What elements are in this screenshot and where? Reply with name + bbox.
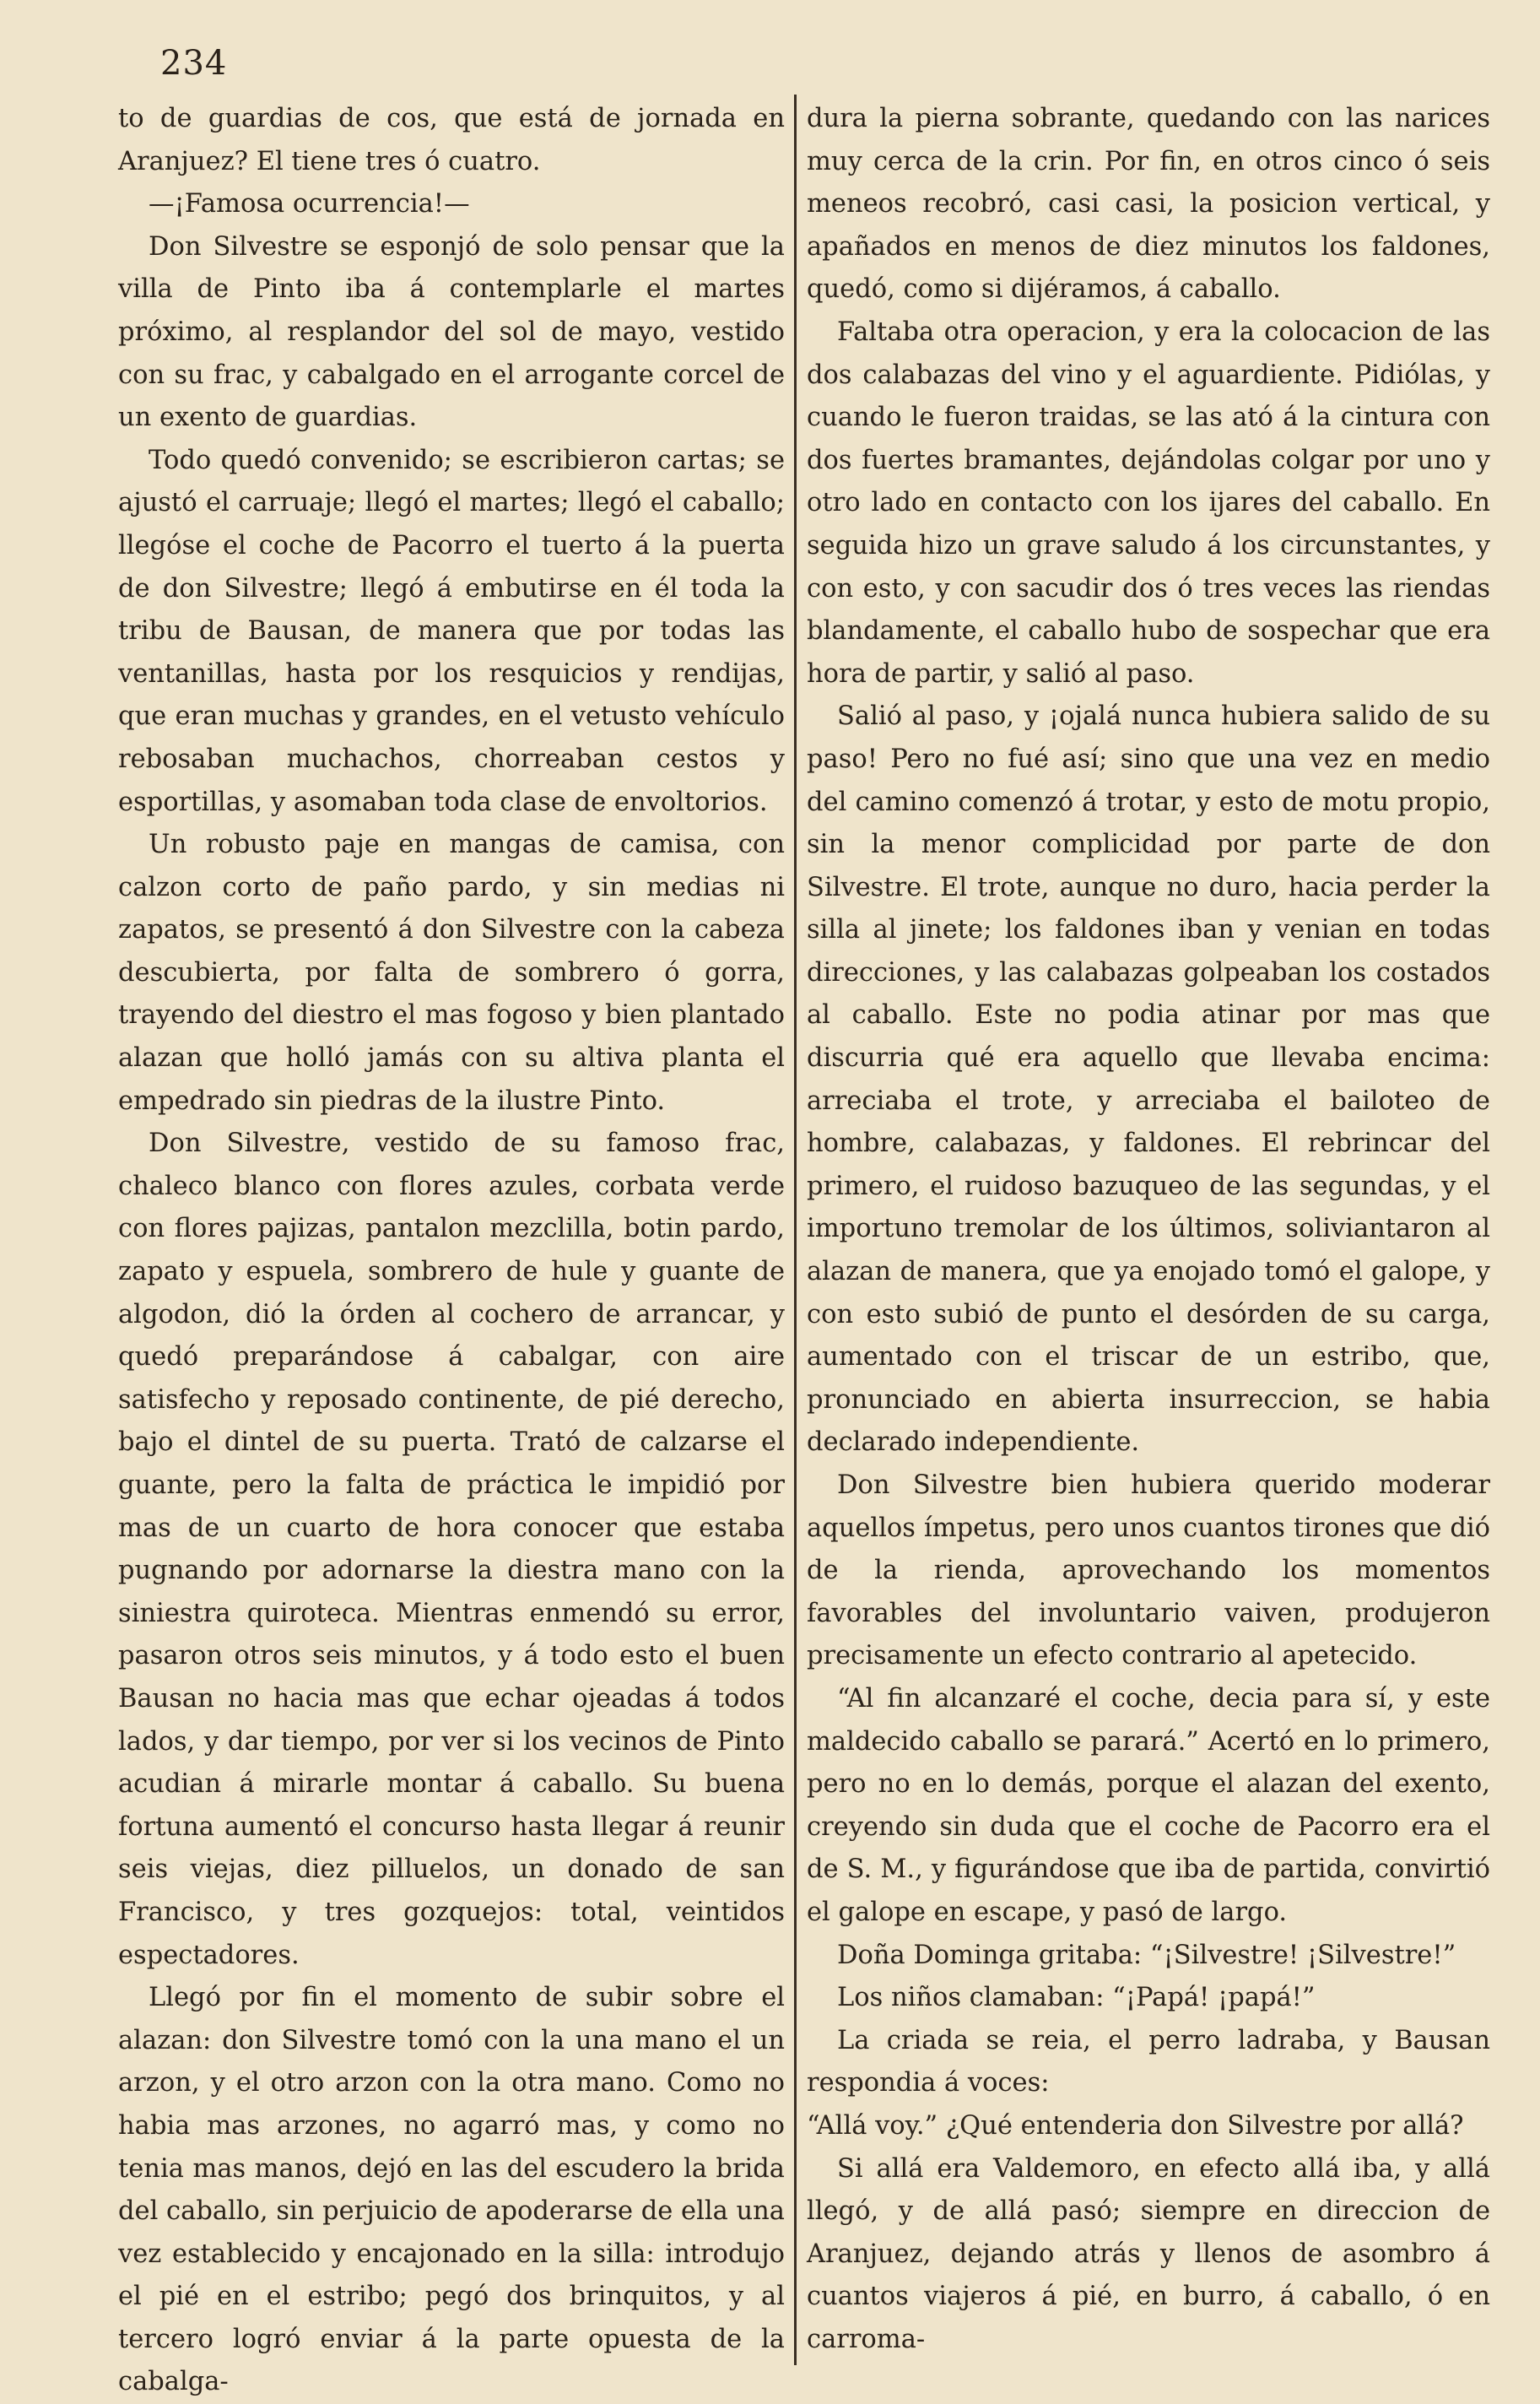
paragraph: —¡Famosa ocurrencia!— <box>149 189 470 219</box>
left-column <box>118 98 785 2397</box>
paragraph: Faltaba otra operacion, y era la colocacion de las dos calabazas del vino y el aguardiente. Pidiólas, y cuando le fueron traidas, se las ató á la cintura con dos fuertes bramantes, dejándolas colgar por uno y otro lado en contacto con los ijares del caballo. En seguida hizo un grave saludo á los circunstantes, y con esto, y con sacudir dos ó tres veces las riendas blandamente, el caballo hubo de sospechar que era hora de partir, y salió al paso. <box>807 317 1490 689</box>
paragraph: “Allá voy.” ¿Qué entenderia don Silvestre por allá? <box>807 2110 1464 2141</box>
paragraph: Si allá era Valdemoro, en efecto allá iba, y allá llegó, y de allá pasó; siempre en direccion de Aranjuez, dejando atrás y llenos de asombro á cuantos viajeros á pié, en burro, á caballo, ó en carroma- <box>807 2153 1490 2354</box>
paragraph: “Al fin alcanzaré el coche, decia para sí, y este maldecido caballo se parará.” Acertó en lo primero, pero no en lo demás, porque el alazan del exento, creyendo sin duda que el coche de Pacorro era el de S. M., y figurándose que iba de partida, convirtió el galope en escape, y pasó de largo. <box>807 1683 1490 1927</box>
column-divider <box>794 95 797 2365</box>
page-number: 234 <box>160 44 228 83</box>
paragraph: Doña Dominga gritaba: “¡Silvestre! ¡Silvestre!” <box>837 1940 1456 1970</box>
right-column <box>807 98 1490 2377</box>
paragraph: to de guardias de cos, que está de jornada en Aranjuez? El tiene tres ó cuatro. <box>118 104 785 176</box>
paragraph: Un robusto paje en mangas de camisa, con calzon corto de paño pardo, y sin medias ni zapatos, se presentó á don Silvestre con la cabeza descubierta, por falta de sombrero ó gorra, trayendo del diestro el mas fogoso y bien plantado alazan que holló jamás con su altiva planta el empedrado sin piedras de la ilustre Pinto. <box>118 830 785 1116</box>
paragraph: Todo quedó convenido; se escribieron cartas; se ajustó el carruaje; llegó el martes; llegó el caballo; llegóse el coche de Pacorro el tuerto á la puerta de don Silvestre; llegó á embutirse en él toda la tribu de Bausan, de manera que por todas las ventanillas, hasta por los resquicios y rendijas, que eran muchas y grandes, en el vetusto vehículo rebosaban muchachos, chorreaban cestos y esportillas, y asomaban toda clase de envoltorios. <box>118 445 785 817</box>
paragraph: Don Silvestre bien hubiera querido moderar aquellos ímpetus, pero unos cuantos tirones que dió de la rienda, aprovechando los momentos favorables del involuntario vaiven, produjeron precisamente un efecto contrario al apetecido. <box>807 1470 1490 1671</box>
paragraph: Don Silvestre, vestido de su famoso frac, chaleco blanco con flores azules, corbata verde con flores pajizas, pantalon mezclilla, botin pardo, zapato y espuela, sombrero de hule y guante de algodon, dió la órden al cochero de arrancar, y quedó preparándose á cabalgar, con aire satisfecho y reposado continente, de pié derecho, bajo el dintel de su puerta. Trató de calzarse el guante, pero la falta de práctica le impidió por mas de un cuarto de hora conocer que estaba pugnando por adornarse la diestra mano con la siniestra quiroteca. Mientras enmendó su error, pasaron otros seis minutos, y á todo esto el buen Bausan no hacia mas que echar ojeadas á todos lados, y dar tiempo, por ver si los vecinos de Pinto acudian á mirarle montar á caballo. Su buena fortuna aumentó el concurso hasta llegar á reunir seis viejas, diez pilluelos, un donado de san Francisco, y tres gozquejos: total, veintidos espectadores. <box>118 1129 785 1970</box>
paragraph: dura la pierna sobrante, quedando con las narices muy cerca de la crin. Por fin, en otros cinco ó seis meneos recobró, casi casi, la posicion vertical, y apañados en menos de diez minutos los faldones, quedó, como si dijéramos, á caballo. <box>807 104 1490 305</box>
paragraph: Don Silvestre se esponjó de solo pensar que la villa de Pinto iba á contemplarle el martes próximo, al resplandor del sol de mayo, vestido con su frac, y cabalgado en el arrogante corcel de un exento de guardias. <box>118 231 785 433</box>
paragraph: Salió al paso, y ¡ojalá nunca hubiera salido de su paso! Pero no fué así; sino que una vez en medio del camino comenzó á trotar, y esto de motu propio, sin la menor complicidad por parte de don Silvestre. El trote, aunque no duro, hacia perder la silla al jinete; los faldones iban y venian en todas direcciones, y las calabazas golpeaban los costados al caballo. Este no podia atinar por mas que discurria qué era aquello que llevaba encima: arreciaba el trote, y arreciaba el bailoteo de hombre, calabazas, y faldones. El rebrincar del primero, el ruidoso bazuqueo de las segundas, y el importuno tremolar de los últimos, soliviantaron al alazan de manera, que ya enojado tomó el galope, y con esto subió de punto el desórden de su carga, aumentado con el triscar de un estribo, que, pronunciado en abierta insurreccion, se habia declarado independiente. <box>807 701 1490 1458</box>
paragraph: La criada se reia, el perro ladraba, y Bausan respondia á voces: <box>807 2025 1490 2098</box>
paragraph: Llegó por fin el momento de subir sobre el alazan: don Silvestre tomó con la una mano el un arzon, y el otro arzon con la otra mano. Como no habia mas arzones, no agarró mas, y como no tenia mas manos, dejó en las del escudero la brida del caballo, sin perjuicio de apoderarse de ella una vez establecido y encajonado en la silla: introdujo el pié en el estribo; pegó dos brinquitos, y al tercero logró enviar á la parte opuesta de la cabalga- <box>118 1983 785 2397</box>
paragraph: Los niños clamaban: “¡Papá! ¡papá!” <box>837 1983 1316 2013</box>
